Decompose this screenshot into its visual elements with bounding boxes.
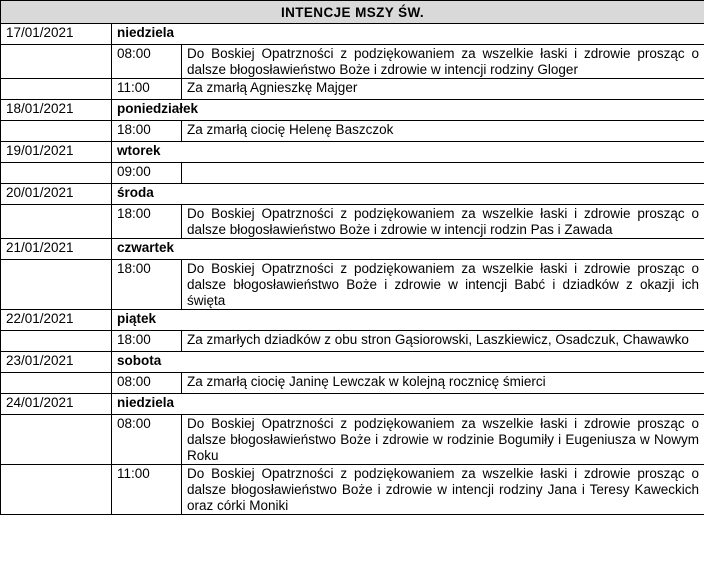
empty-cell: [1, 163, 112, 184]
day-date: 18/01/2021: [1, 100, 112, 121]
day-name: wtorek: [112, 142, 704, 163]
mass-intention: Do Boskiej Opatrzności z podziękowaniem za wszelkie łaski i zdrowie prosząc o dalsze błogosławieństwo Boże i zdrowie w intencji rodziny Jana i Teresy Kaweckich oraz córki Moniki: [182, 465, 704, 515]
page-title: INTENCJE MSZY ŚW.: [1, 1, 704, 24]
day-date: 23/01/2021: [1, 352, 112, 373]
mass-row: [1, 465, 704, 515]
mass-row: [1, 331, 704, 352]
mass-row: [1, 45, 704, 79]
mass-time: 18:00: [112, 205, 182, 239]
mass-time: 18:00: [112, 121, 182, 142]
mass-row: [1, 121, 704, 142]
mass-intention: Do Boskiej Opatrzności z podziękowaniem za wszelkie łaski i zdrowie prosząc o dalsze błogosławieństwo Boże i zdrowie w rodzinie Bogumiły i Eugeniusza w Nowym Roku: [182, 415, 704, 465]
mass-intention: [182, 163, 704, 184]
day-date: 20/01/2021: [1, 184, 112, 205]
mass-row: [1, 205, 704, 239]
empty-cell: [1, 415, 112, 465]
empty-cell: [1, 373, 112, 394]
day-row: [1, 394, 704, 415]
day-row: [1, 184, 704, 205]
empty-cell: [1, 121, 112, 142]
mass-intention: Do Boskiej Opatrzności z podziękowaniem za wszelkie łaski i zdrowie prosząc o dalsze błogosławieństwo Boże i zdrowie w intencji rodziny Gloger: [182, 45, 704, 79]
empty-cell: [1, 465, 112, 515]
mass-time: 11:00: [112, 79, 182, 100]
day-row: [1, 100, 704, 121]
mass-intention: Do Boskiej Opatrzności z podziękowaniem za wszelkie łaski i zdrowie prosząc o dalsze błogosławieństwo Boże i zdrowie w intencji rodzin Pas i Zawada: [182, 205, 704, 239]
empty-cell: [1, 260, 112, 310]
day-row: [1, 352, 704, 373]
mass-time: 18:00: [112, 331, 182, 352]
mass-time: 08:00: [112, 373, 182, 394]
mass-row: [1, 415, 704, 465]
mass-row: [1, 79, 704, 100]
day-name: niedziela: [112, 394, 704, 415]
title-row: [1, 1, 704, 24]
mass-row: [1, 260, 704, 310]
empty-cell: [1, 79, 112, 100]
day-row: [1, 239, 704, 260]
empty-cell: [1, 45, 112, 79]
mass-intention: Za zmarłą ciocię Janinę Lewczak w kolejną rocznicę śmierci: [182, 373, 704, 394]
day-name: środa: [112, 184, 704, 205]
mass-intention: Do Boskiej Opatrzności z podziękowaniem za wszelkie łaski i zdrowie prosząc o dalsze błogosławieństwo Boże i zdrowie w intencji Babć i dziadków z okazji ich święta: [182, 260, 704, 310]
empty-cell: [1, 205, 112, 239]
mass-time: 08:00: [112, 45, 182, 79]
day-row: [1, 142, 704, 163]
day-name: poniedziałek: [112, 100, 704, 121]
day-name: sobota: [112, 352, 704, 373]
mass-time: 18:00: [112, 260, 182, 310]
day-row: [1, 24, 704, 45]
mass-intentions-body: [1, 1, 704, 515]
empty-cell: [1, 331, 112, 352]
mass-time: 09:00: [112, 163, 182, 184]
day-date: 21/01/2021: [1, 239, 112, 260]
mass-time: 08:00: [112, 415, 182, 465]
mass-row: [1, 373, 704, 394]
day-name: czwartek: [112, 239, 704, 260]
day-date: 22/01/2021: [1, 310, 112, 331]
mass-intention: Za zmarłą ciocię Helenę Baszczok: [182, 121, 704, 142]
mass-intention: Za zmarłych dziadków z obu stron Gąsiorowski, Laszkiewicz, Osadczuk, Chawawko: [182, 331, 704, 352]
day-row: [1, 310, 704, 331]
mass-row: [1, 163, 704, 184]
day-name: piątek: [112, 310, 704, 331]
mass-intention: Za zmarłą Agnieszkę Majger: [182, 79, 704, 100]
day-date: 24/01/2021: [1, 394, 112, 415]
day-name: niedziela: [112, 24, 704, 45]
day-date: 17/01/2021: [1, 24, 112, 45]
day-date: 19/01/2021: [1, 142, 112, 163]
mass-time: 11:00: [112, 465, 182, 515]
